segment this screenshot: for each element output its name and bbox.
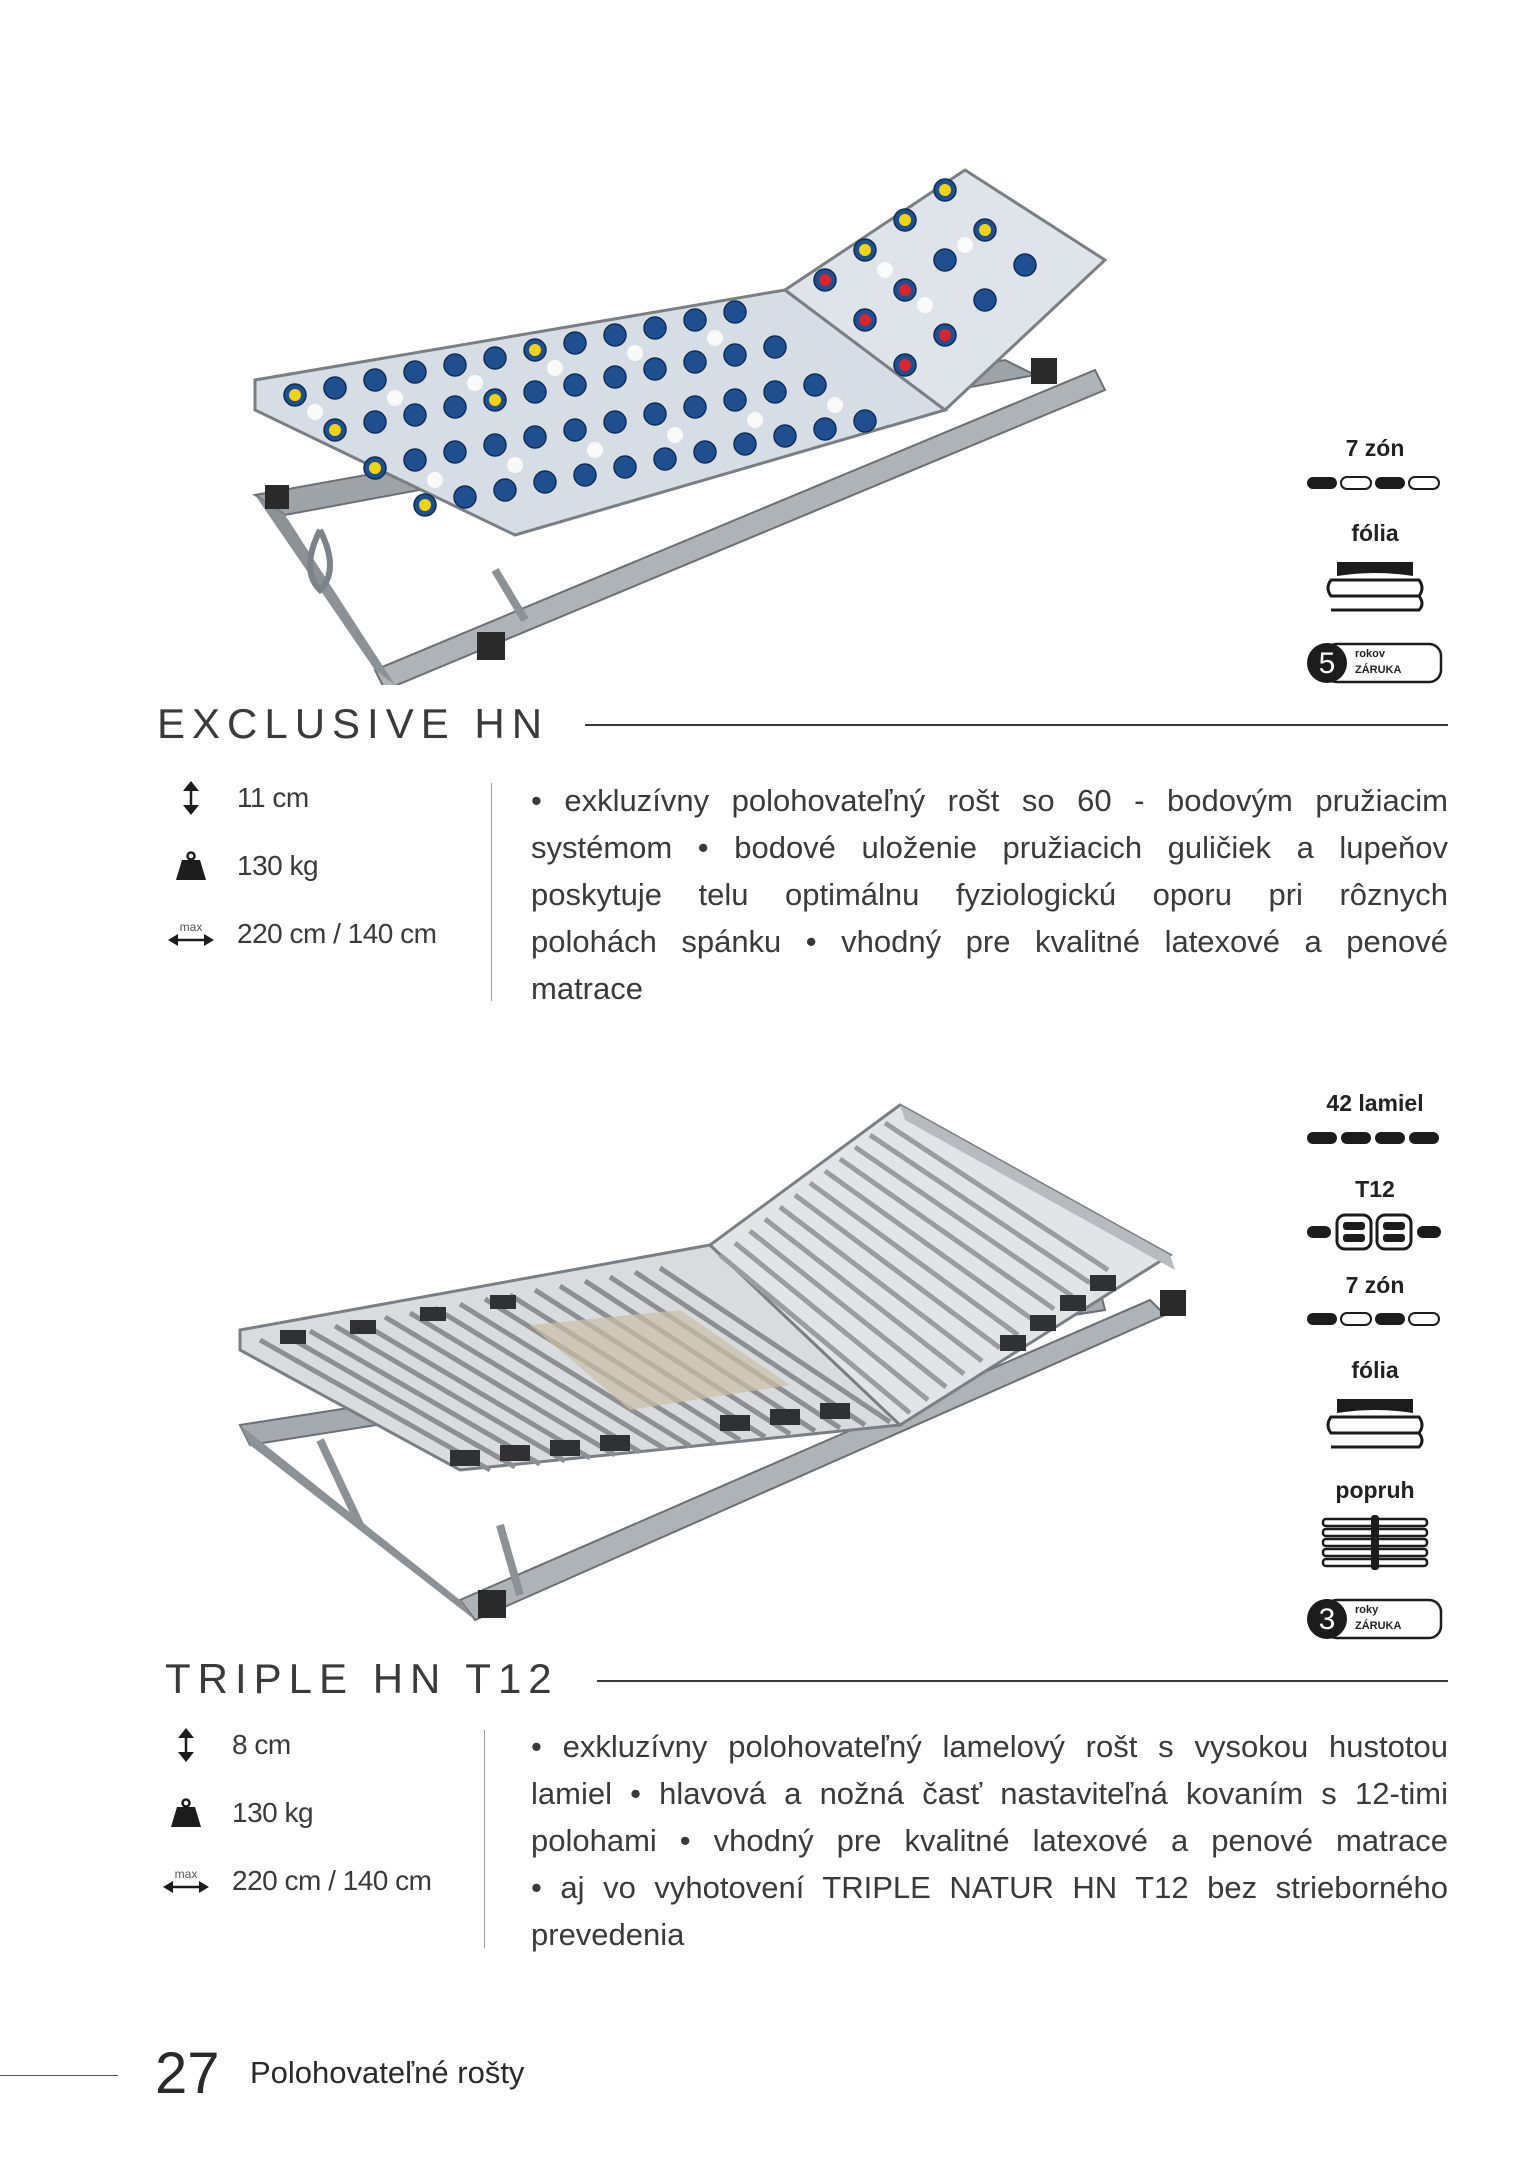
slats-badge-label: 42 lamiel — [1326, 1090, 1424, 1116]
triple-hn-t12-description — [531, 1723, 1448, 1958]
size-value-2: 220 cm / 140 cm — [232, 1865, 432, 1896]
height-value-2: 8 cm — [232, 1729, 291, 1760]
description-line: matrace — [531, 971, 643, 1006]
warranty-3-unit: roky — [1355, 1604, 1379, 1616]
triple-hn-t12-product-image — [200, 1095, 1200, 1635]
warranty-5-word: ZÁRUKA — [1355, 664, 1402, 676]
foil-icon — [1325, 558, 1425, 613]
foil-badge-label-2: fólia — [1351, 1357, 1399, 1383]
triple-hn-t12-height-row — [160, 1727, 291, 1763]
warranty-3-number: 3 — [1318, 1603, 1336, 1636]
triple-hn-t12-load-row — [160, 1797, 313, 1829]
size-value: 220 cm / 140 cm — [237, 918, 437, 949]
footer-rule — [0, 2075, 118, 2076]
exclusive-hn-description — [531, 777, 1448, 1012]
footer-section-title: Polohovateľné rošty — [250, 2055, 525, 2090]
exclusive-hn-load-row — [165, 850, 318, 882]
zones-badge-label-2: 7 zón — [1345, 1272, 1405, 1298]
description-line: polohách spánku • vhodný pre kvalitné latexové a penové — [531, 924, 1448, 959]
load-value-2: 130 kg — [232, 1797, 314, 1828]
strap-badge-label: popruh — [1335, 1477, 1415, 1503]
t12-icon — [1305, 1212, 1445, 1252]
exclusive-hn-spec-divider — [491, 783, 492, 1001]
foil-icon-2 — [1325, 1395, 1425, 1450]
zones-icon-2 — [1305, 1308, 1445, 1330]
page-number: 27 — [155, 2041, 220, 2106]
warranty-5-number: 5 — [1318, 647, 1336, 680]
exclusive-hn-size-row — [165, 918, 436, 950]
triple-hn-t12-title: TRIPLE HN T12 — [165, 1655, 559, 1702]
description-line: poskytuje telu optimálnu fyziologickú oporu pri rôznych — [531, 877, 1448, 912]
t12-badge-label: T12 — [1355, 1176, 1395, 1202]
load-value: 130 kg — [237, 850, 319, 881]
height-value: 11 cm — [237, 782, 309, 813]
weight-icon — [165, 851, 217, 881]
triple-hn-t12-title-rule — [597, 1680, 1448, 1682]
height-arrow-icon-2 — [160, 1727, 212, 1763]
max-size-arrow-icon — [165, 921, 217, 947]
weight-icon-2 — [160, 1798, 212, 1828]
foil-badge-label: fólia — [1351, 520, 1399, 546]
description-line: • aj vo vyhotovení TRIPLE NATUR HN T12 bez strieborného — [531, 1870, 1448, 1905]
strap-icon — [1320, 1515, 1430, 1570]
height-arrow-icon — [165, 780, 217, 816]
slats-icon — [1305, 1127, 1445, 1149]
exclusive-hn-title-rule — [585, 724, 1448, 726]
exclusive-hn-title: EXCLUSIVE HN — [157, 700, 550, 747]
triple-hn-t12-spec-divider — [484, 1730, 485, 1948]
zones-icon — [1305, 472, 1445, 494]
max-label: max — [179, 920, 203, 934]
description-line: prevedenia — [531, 1917, 685, 1952]
exclusive-hn-product-image — [225, 150, 1195, 685]
exclusive-hn-height-row — [165, 780, 309, 816]
triple-hn-t12-size-row — [160, 1865, 431, 1897]
description-line: polohami • vhodný pre kvalitné latexové a penové matrace — [531, 1823, 1448, 1858]
warranty-3-word: ZÁRUKA — [1355, 1620, 1402, 1632]
description-line: lamiel • hlavová a nožná časť nastaviteľná kovaním s 12-timi — [531, 1776, 1448, 1811]
description-line: • exkluzívny polohovateľný lamelový rošt s vysokou hustotou — [531, 1729, 1448, 1764]
max-size-arrow-icon-2 — [160, 1868, 212, 1894]
zones-badge-label: 7 zón — [1345, 435, 1405, 461]
description-line: systémom • bodové uloženie pružiacich guličiek a lupeňov — [531, 830, 1448, 865]
max-label-2: max — [174, 1867, 198, 1881]
warranty-5-unit: rokov — [1355, 648, 1385, 660]
description-line: • exkluzívny polohovateľný rošt so 60 - bodovým pružiacim — [531, 783, 1448, 818]
